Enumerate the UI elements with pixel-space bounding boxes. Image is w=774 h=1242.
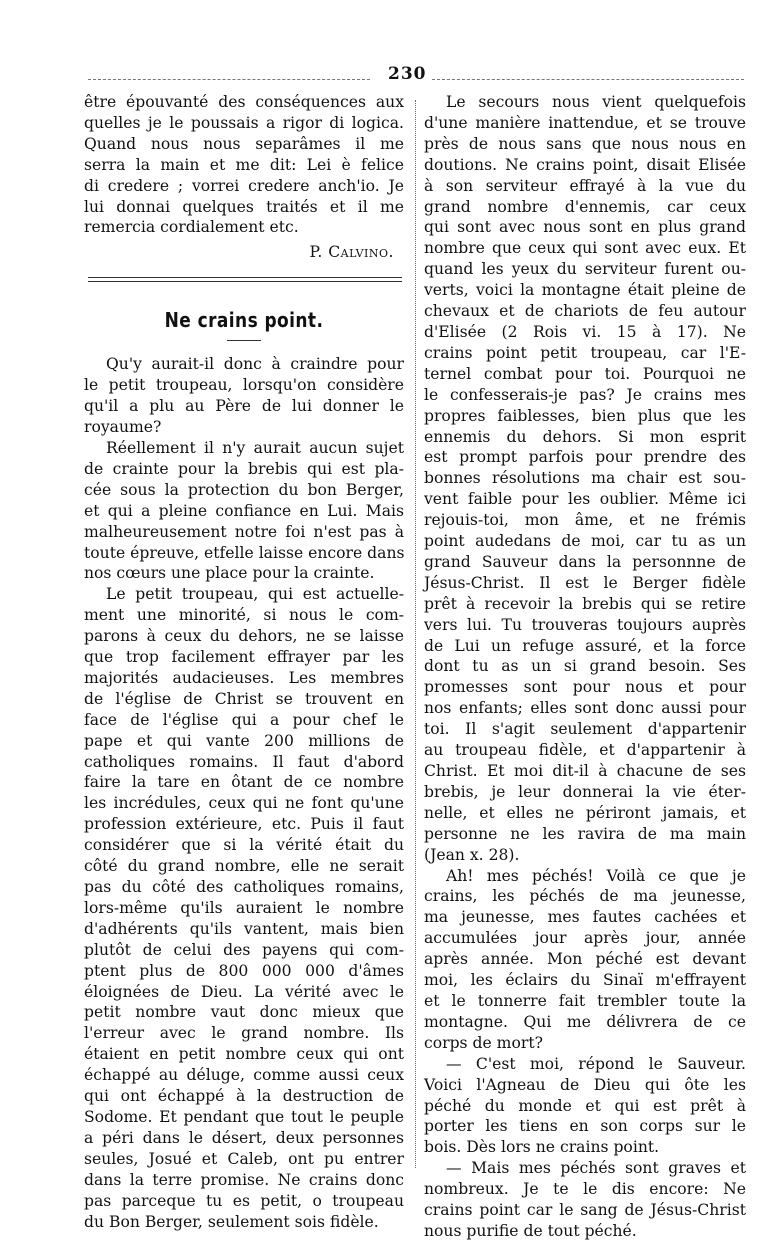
- text-line: accumulées jour après jour, année: [424, 929, 746, 948]
- text-line: point audedans de moi, car tu as un: [424, 532, 746, 551]
- text-line: Voici l'Agneau de Dieu qui ôte les: [424, 1075, 746, 1094]
- text-line: d'adhérents qu'ils vantent, mais bien: [84, 919, 404, 938]
- paragraph: [424, 92, 746, 866]
- column-divider: [415, 100, 416, 1168]
- text-line: qui ont échappé à la destruction de: [84, 1087, 404, 1106]
- section-divider: [88, 277, 402, 282]
- text-line: dont tu as un si grand besoin. Ses: [424, 657, 746, 676]
- text-line: crains point car le sang de Jésus-Christ: [424, 1201, 746, 1220]
- text-line: crains point petit troupeau, car l'E-: [424, 343, 746, 362]
- text-line: remercia cordialement etc.: [84, 218, 299, 237]
- text-line: dans la terre promise. Ne crains donc: [84, 1170, 404, 1189]
- text-line: nelle, et elles ne périront jamais, et: [424, 803, 746, 822]
- text-line: grand Sauveur dans la personnne de: [424, 552, 746, 571]
- text-line: Réellement il n'y aurait aucun sujet: [106, 438, 404, 457]
- text-line: ptent plus de 800 000 000 d'âmes: [84, 961, 404, 980]
- text-line: toute épreuve, etfelle laisse encore dans: [84, 543, 405, 562]
- text-line: de l'église de Christ se trouvent en: [84, 689, 404, 708]
- text-line: considérer que si la vérité était du: [84, 836, 404, 855]
- text-line: nombreux. Je te le dis encore: Ne: [424, 1180, 746, 1199]
- text-line: échappé au déluge, comme aussi ceux: [84, 1066, 404, 1085]
- page-number: 230: [388, 64, 427, 84]
- text-line: le confesserais-je pas? Je crains mes: [424, 385, 746, 404]
- text-line: catholiques romains. Il faut d'abord: [84, 752, 404, 771]
- text-line: rejouis-toi, mon âme, et ne frémis: [424, 511, 746, 530]
- text-line: crains, les péchés de ma jeunesse,: [424, 887, 746, 906]
- text-line: Le petit troupeau, qui est actuelle-: [106, 585, 404, 604]
- text-line: nos enfants; elles sont donc aussi pour: [424, 699, 746, 718]
- paragraph: [424, 1054, 746, 1159]
- text-line: pas parceque tu es petit, o troupeau: [84, 1191, 404, 1210]
- text-line: Sodome. Et pendant que tout le peuple: [84, 1107, 404, 1126]
- text-line: Ah! mes péchés! Voilà ce que je: [446, 866, 746, 885]
- text-line: malheureusement notre foi n'est pas à: [84, 522, 404, 541]
- signature-text: P. Calvino.: [309, 243, 394, 262]
- text-line: ennemis du dehors. Si mon esprit: [424, 427, 746, 446]
- text-line: promesses sont pour nous et pour: [424, 678, 746, 697]
- text-line: et le tonnerre fait trembler toute la: [424, 991, 746, 1010]
- text-line: seules, Josué et Caleb, ont pu entrer: [84, 1149, 404, 1168]
- text-line: les incrédules, ceux qui ne font qu'une: [84, 794, 404, 813]
- text-line: cée sous la protection du bon Berger,: [84, 480, 404, 499]
- text-line: brebis, je leur donnerai la vie éter-: [424, 782, 746, 801]
- text-line: di credere ; vorrei credere anch'io. Je: [84, 176, 404, 195]
- text-line: face de l'église qui a pour chef le: [84, 710, 404, 729]
- text-line: quelles je le poussais a rigor di logica.: [84, 113, 404, 132]
- text-line: nos cœurs une place pour la crainte.: [84, 564, 375, 583]
- text-line: d'Elisée (2 Rois vi. 15 à 17). Ne: [424, 322, 746, 341]
- text-line: prêt à recevoir la brebis qui se retire: [424, 594, 746, 613]
- text-line: le petit troupeau, lorsqu'on considère: [84, 376, 404, 395]
- text-line: — C'est moi, répond le Sauveur.: [446, 1054, 746, 1073]
- text-line: profession extérieure, etc. Puis il faut: [84, 815, 404, 834]
- text-line: vent faible pour les oublier. Même ici: [424, 490, 746, 509]
- text-line: corps de mort?: [424, 1033, 543, 1052]
- intro-paragraph: [84, 92, 404, 238]
- text-line: nous purifie de tout péché.: [424, 1221, 637, 1240]
- right-column: [424, 92, 746, 1242]
- text-line: éloignées de Dieu. La vérité avec le: [84, 982, 404, 1001]
- signature: [84, 241, 404, 263]
- paragraph: [424, 1158, 746, 1242]
- text-line: propres faiblesses, bien plus que les: [424, 406, 746, 425]
- title-rule: [227, 340, 261, 341]
- text-line: Jésus-Christ. Il est le Berger fidèle: [424, 573, 746, 592]
- text-line: qu'il a plu au Père de lui donner le: [84, 397, 404, 416]
- text-line: à son serviteur effrayé à la vue du: [424, 176, 746, 195]
- text-line: d'une manière inattendue, et se trouve: [424, 113, 746, 132]
- text-line: serra la main et me dit: Lei è felice: [84, 155, 404, 174]
- header-rule-left: [88, 79, 370, 80]
- paragraph: [84, 438, 404, 584]
- text-line: chevaux et de chariots de feu autour: [424, 302, 746, 321]
- text-line: bois. Dès lors ne crains point.: [424, 1138, 660, 1157]
- text-line: pas du côté des catholiques romains,: [84, 878, 404, 896]
- text-line: montagne. Qui me délivrera de ce: [424, 1012, 746, 1031]
- paragraph: [84, 354, 404, 438]
- text-line: Christ. Et moi dit-il à chacune de ses: [424, 762, 746, 780]
- text-line: Qu'y aurait-il donc à craindre pour: [106, 355, 404, 374]
- text-line: lui donnai quelques traités et il me: [84, 197, 404, 216]
- text-line: l'erreur avec le grand nombre. Ils: [84, 1024, 404, 1043]
- text-line: plutôt de celui des payens qui com-: [84, 940, 404, 959]
- text-line: moi, les éclairs du Sinaï m'effrayent: [424, 971, 746, 990]
- text-line: après année. Mon péché est devant: [424, 950, 746, 969]
- text-line: vers lui. Tu trouveras toujours auprès: [424, 615, 746, 634]
- text-line: ternel combat pour toi. Pourquoi ne: [424, 364, 746, 383]
- text-line: petit nombre vaut donc mieux que: [84, 1003, 404, 1022]
- text-line: personne ne les ravira de ma main: [424, 824, 746, 843]
- text-line: péché du monde et qui est prêt à: [424, 1096, 746, 1115]
- text-line: (Jean x. 28).: [424, 845, 520, 864]
- text-line: grand nombre d'ennemis, car ceux: [424, 197, 746, 216]
- text-line: porter les tiens en son corps sur le: [424, 1117, 746, 1136]
- text-line: du Bon Berger, seulement sois fidèle.: [84, 1212, 379, 1231]
- paragraph: [84, 584, 404, 1232]
- text-line: de Lui un refuge assuré, et la force: [424, 636, 746, 655]
- text-line: Quand nous nous separâmes il me: [84, 134, 404, 153]
- text-line: au troupeau fidèle, et d'appartenir à: [424, 741, 746, 760]
- text-line: quand les yeux du serviteur furent ou-: [424, 260, 746, 279]
- text-line: que trop facilement effrayer par les: [84, 648, 404, 667]
- text-line: est prompt parfois pour prendre des: [424, 448, 746, 467]
- text-line: ment une minorité, si nous le com-: [84, 606, 404, 625]
- text-line: nombre que ceux qui sont avec eux. Et: [424, 239, 746, 258]
- text-line: pape et qui vante 200 millions de: [84, 731, 404, 750]
- paragraph: [424, 866, 746, 1054]
- text-line: étaient en petit nombre ceux qui ont: [84, 1045, 404, 1064]
- text-line: qui sont avec nous sont en plus grand: [424, 218, 746, 237]
- text-line: faire la tare en ôtant de ce nombre: [84, 773, 404, 792]
- text-line: être épouvanté des conséquences aux: [84, 93, 404, 111]
- text-line: — Mais mes péchés sont graves et: [446, 1159, 746, 1178]
- text-line: parons à ceux du dehors, ne se laisse: [84, 627, 404, 646]
- text-line: Le secours nous vient quelquefois: [446, 93, 746, 111]
- text-line: bonnes résolutions ma chair est sou-: [424, 469, 746, 488]
- text-line: royaume?: [84, 418, 162, 437]
- text-line: et qui a pleine confiance en Lui. Mais: [84, 501, 404, 520]
- article-title: Ne crains point.: [164, 308, 324, 333]
- text-line: lors-même qu'ils auraient le nombre: [84, 898, 404, 917]
- text-line: verts, voici la montagne était pleine de: [424, 281, 746, 300]
- text-line: majorités audacieuses. Les membres: [84, 668, 404, 687]
- text-line: a péri dans le désert, deux personnes: [84, 1128, 404, 1147]
- left-column: [84, 92, 404, 1232]
- text-line: toi. Il s'agit seulement d'appartenir: [424, 720, 746, 739]
- text-line: près de nous sans que nous nous en: [424, 134, 746, 153]
- text-line: ma jeunesse, mes fautes cachées et: [424, 908, 746, 927]
- text-line: doutions. Ne crains point, disait Elisée: [424, 155, 746, 174]
- text-line: côté du grand nombre, elle ne serait: [84, 857, 404, 876]
- header-rule-right: [432, 79, 744, 80]
- text-line: de crainte pour la brebis qui est pla-: [84, 459, 404, 478]
